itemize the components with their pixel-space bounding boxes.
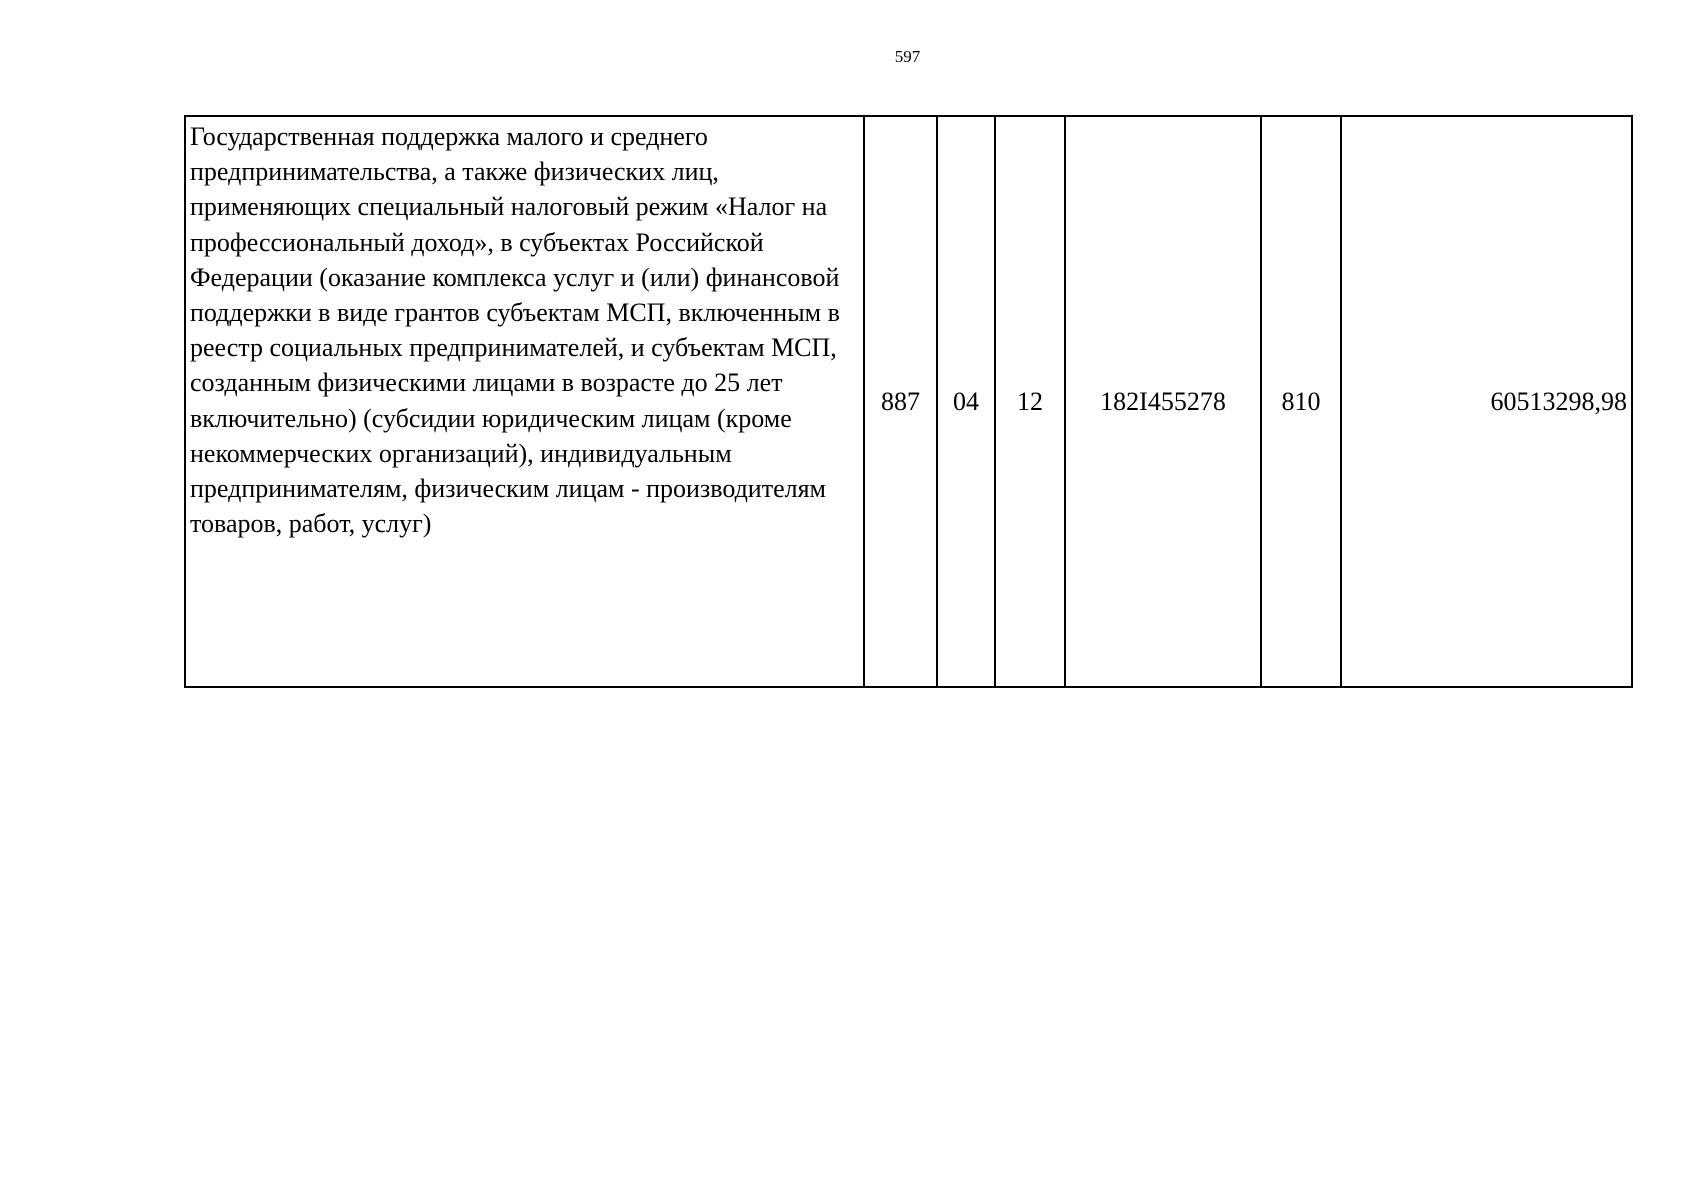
- budget-table: [184, 115, 1633, 688]
- expense-type-cell: 810: [1261, 116, 1341, 687]
- subsection-cell: 12: [995, 116, 1065, 687]
- page-number: 597: [894, 47, 921, 66]
- target-article-cell: 182I455278: [1065, 116, 1261, 687]
- amount-cell: 60513298,98: [1341, 116, 1632, 687]
- section-cell: 04: [937, 116, 995, 687]
- description-cell: Государственная поддержка малого и среднего предпринимательства, а также физических лиц, применяющих специальный налоговый режим «Налог на профессиональный доход», в субъектах Российской Федерации (оказание комплекса услуг и (или) финансовой поддержки в виде грантов субъектам МСП, включенным в реестр социальных предпринимателей, и субъектам МСП, созданным физическими лицами в возрасте до 25 лет включительно) (субсидии юридическим лицам (кроме некоммерческих организаций), индивидуальным предпринимателям, физическим лицам - производителям товаров, работ, услуг): [185, 116, 864, 687]
- ministry-code-cell: 887: [864, 116, 937, 687]
- table-row: [185, 116, 1632, 687]
